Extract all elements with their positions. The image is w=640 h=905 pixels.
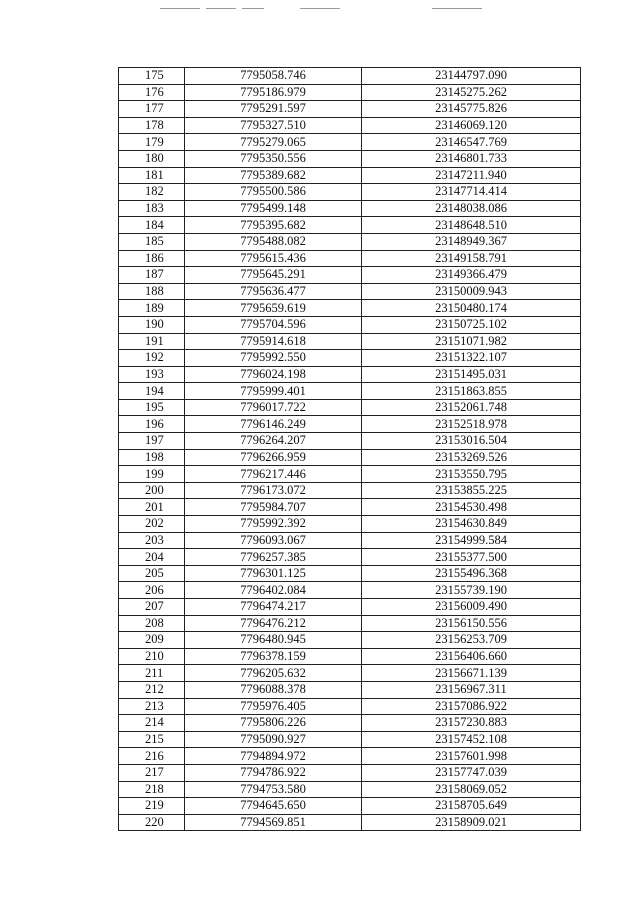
point-number-cell: 200	[119, 482, 185, 499]
y-coordinate-cell: 23156150.556	[362, 615, 581, 632]
y-coordinate-cell: 23153550.795	[362, 466, 581, 483]
table-row	[119, 648, 581, 665]
y-coordinate-cell: 23156253.709	[362, 632, 581, 649]
x-coordinate-cell: 7795704.596	[185, 316, 362, 333]
y-coordinate-cell: 23157747.039	[362, 764, 581, 781]
table-row	[119, 532, 581, 549]
y-coordinate-cell: 23150009.943	[362, 283, 581, 300]
table-row	[119, 300, 581, 317]
point-number-cell: 220	[119, 814, 185, 831]
y-coordinate-cell: 23152518.978	[362, 416, 581, 433]
table-row	[119, 466, 581, 483]
y-coordinate-cell: 23157230.883	[362, 715, 581, 732]
table-row	[119, 499, 581, 516]
x-coordinate-cell: 7796480.945	[185, 632, 362, 649]
table-row	[119, 582, 581, 599]
y-coordinate-cell: 23154630.849	[362, 516, 581, 533]
table-row	[119, 715, 581, 732]
table-row	[119, 333, 581, 350]
y-coordinate-cell: 23153016.504	[362, 433, 581, 450]
table-row	[119, 781, 581, 798]
table-row	[119, 764, 581, 781]
y-coordinate-cell: 23145275.262	[362, 84, 581, 101]
x-coordinate-cell: 7796378.159	[185, 648, 362, 665]
point-number-cell: 181	[119, 167, 185, 184]
table-row	[119, 316, 581, 333]
table-row	[119, 117, 581, 134]
point-number-cell: 191	[119, 333, 185, 350]
x-coordinate-cell: 7796093.067	[185, 532, 362, 549]
y-coordinate-cell: 23158069.052	[362, 781, 581, 798]
point-number-cell: 186	[119, 250, 185, 267]
y-coordinate-cell: 23148038.086	[362, 200, 581, 217]
table-row	[119, 350, 581, 367]
point-number-cell: 215	[119, 731, 185, 748]
point-number-cell: 219	[119, 798, 185, 815]
table-row	[119, 731, 581, 748]
y-coordinate-cell: 23154530.498	[362, 499, 581, 516]
point-number-cell: 195	[119, 399, 185, 416]
x-coordinate-cell: 7796017.722	[185, 399, 362, 416]
table-row	[119, 798, 581, 815]
x-coordinate-cell: 7795999.401	[185, 383, 362, 400]
x-coordinate-cell: 7796474.217	[185, 599, 362, 616]
y-coordinate-cell: 23148949.367	[362, 233, 581, 250]
y-coordinate-cell: 23155377.500	[362, 549, 581, 566]
y-coordinate-cell: 23153269.526	[362, 449, 581, 466]
x-coordinate-cell: 7794894.972	[185, 748, 362, 765]
x-coordinate-cell: 7796264.207	[185, 433, 362, 450]
y-coordinate-cell: 23149366.479	[362, 267, 581, 284]
y-coordinate-cell: 23151071.982	[362, 333, 581, 350]
point-number-cell: 176	[119, 84, 185, 101]
y-coordinate-cell: 23151322.107	[362, 350, 581, 367]
y-coordinate-cell: 23157086.922	[362, 698, 581, 715]
faded-header-marks	[160, 7, 490, 11]
table-row	[119, 449, 581, 466]
point-number-cell: 208	[119, 615, 185, 632]
table-row	[119, 233, 581, 250]
table-row	[119, 599, 581, 616]
table-row	[119, 68, 581, 85]
y-coordinate-cell: 23146547.769	[362, 134, 581, 151]
y-coordinate-cell: 23157452.108	[362, 731, 581, 748]
table-row	[119, 615, 581, 632]
y-coordinate-cell: 23149158.791	[362, 250, 581, 267]
y-coordinate-cell: 23144797.090	[362, 68, 581, 85]
table-row	[119, 283, 581, 300]
x-coordinate-cell: 7796402.084	[185, 582, 362, 599]
point-number-cell: 209	[119, 632, 185, 649]
x-coordinate-cell: 7795058.746	[185, 68, 362, 85]
point-number-cell: 192	[119, 350, 185, 367]
x-coordinate-cell: 7795291.597	[185, 101, 362, 118]
point-number-cell: 210	[119, 648, 185, 665]
point-number-cell: 203	[119, 532, 185, 549]
y-coordinate-cell: 23150480.174	[362, 300, 581, 317]
x-coordinate-cell: 7795992.550	[185, 350, 362, 367]
table-row	[119, 681, 581, 698]
y-coordinate-cell: 23146801.733	[362, 150, 581, 167]
point-number-cell: 196	[119, 416, 185, 433]
x-coordinate-cell: 7794569.851	[185, 814, 362, 831]
x-coordinate-cell: 7795350.556	[185, 150, 362, 167]
x-coordinate-cell: 7794753.580	[185, 781, 362, 798]
y-coordinate-cell: 23156967.311	[362, 681, 581, 698]
table-row	[119, 200, 581, 217]
table-row	[119, 748, 581, 765]
point-number-cell: 185	[119, 233, 185, 250]
point-number-cell: 197	[119, 433, 185, 450]
x-coordinate-cell: 7795806.226	[185, 715, 362, 732]
y-coordinate-cell: 23151495.031	[362, 366, 581, 383]
x-coordinate-cell: 7795914.618	[185, 333, 362, 350]
table-row	[119, 101, 581, 118]
table-row	[119, 565, 581, 582]
y-coordinate-cell: 23148648.510	[362, 217, 581, 234]
point-number-cell: 188	[119, 283, 185, 300]
point-number-cell: 194	[119, 383, 185, 400]
point-number-cell: 212	[119, 681, 185, 698]
x-coordinate-cell: 7795186.979	[185, 84, 362, 101]
x-coordinate-cell: 7795976.405	[185, 698, 362, 715]
table-row	[119, 814, 581, 831]
y-coordinate-cell: 23158705.649	[362, 798, 581, 815]
point-number-cell: 217	[119, 764, 185, 781]
x-coordinate-cell: 7796217.446	[185, 466, 362, 483]
y-coordinate-cell: 23147211.940	[362, 167, 581, 184]
table-row	[119, 665, 581, 682]
x-coordinate-cell: 7796476.212	[185, 615, 362, 632]
y-coordinate-cell: 23151863.855	[362, 383, 581, 400]
y-coordinate-cell: 23154999.584	[362, 532, 581, 549]
x-coordinate-cell: 7794645.650	[185, 798, 362, 815]
x-coordinate-cell: 7796301.125	[185, 565, 362, 582]
x-coordinate-cell: 7794786.922	[185, 764, 362, 781]
y-coordinate-cell: 23156406.660	[362, 648, 581, 665]
point-number-cell: 190	[119, 316, 185, 333]
y-coordinate-cell: 23152061.748	[362, 399, 581, 416]
point-number-cell: 202	[119, 516, 185, 533]
y-coordinate-cell: 23158909.021	[362, 814, 581, 831]
point-number-cell: 205	[119, 565, 185, 582]
x-coordinate-cell: 7796088.378	[185, 681, 362, 698]
point-number-cell: 214	[119, 715, 185, 732]
table-row	[119, 134, 581, 151]
table-row	[119, 167, 581, 184]
y-coordinate-cell: 23156671.139	[362, 665, 581, 682]
y-coordinate-cell: 23155739.190	[362, 582, 581, 599]
point-number-cell: 184	[119, 217, 185, 234]
x-coordinate-cell: 7795659.619	[185, 300, 362, 317]
point-number-cell: 189	[119, 300, 185, 317]
x-coordinate-cell: 7795395.682	[185, 217, 362, 234]
table-row	[119, 84, 581, 101]
y-coordinate-cell: 23157601.998	[362, 748, 581, 765]
y-coordinate-cell: 23155496.368	[362, 565, 581, 582]
y-coordinate-cell: 23153855.225	[362, 482, 581, 499]
coordinates-table	[118, 67, 581, 831]
point-number-cell: 180	[119, 150, 185, 167]
x-coordinate-cell: 7795636.477	[185, 283, 362, 300]
x-coordinate-cell: 7795615.436	[185, 250, 362, 267]
table-row	[119, 383, 581, 400]
y-coordinate-cell: 23145775.826	[362, 101, 581, 118]
point-number-cell: 218	[119, 781, 185, 798]
point-number-cell: 213	[119, 698, 185, 715]
x-coordinate-cell: 7795992.392	[185, 516, 362, 533]
point-number-cell: 201	[119, 499, 185, 516]
point-number-cell: 182	[119, 184, 185, 201]
table-row	[119, 516, 581, 533]
x-coordinate-cell: 7795279.065	[185, 134, 362, 151]
table-row	[119, 217, 581, 234]
table-row	[119, 267, 581, 284]
table-row	[119, 433, 581, 450]
x-coordinate-cell: 7795984.707	[185, 499, 362, 516]
x-coordinate-cell: 7796266.959	[185, 449, 362, 466]
y-coordinate-cell: 23146069.120	[362, 117, 581, 134]
point-number-cell: 183	[119, 200, 185, 217]
point-number-cell: 179	[119, 134, 185, 151]
coordinates-table-body	[119, 68, 581, 831]
x-coordinate-cell: 7796205.632	[185, 665, 362, 682]
point-number-cell: 193	[119, 366, 185, 383]
point-number-cell: 178	[119, 117, 185, 134]
point-number-cell: 211	[119, 665, 185, 682]
y-coordinate-cell: 23156009.490	[362, 599, 581, 616]
table-row	[119, 632, 581, 649]
x-coordinate-cell: 7795090.927	[185, 731, 362, 748]
table-row	[119, 698, 581, 715]
table-row	[119, 399, 581, 416]
point-number-cell: 206	[119, 582, 185, 599]
table-row	[119, 416, 581, 433]
x-coordinate-cell: 7795645.291	[185, 267, 362, 284]
x-coordinate-cell: 7796257.385	[185, 549, 362, 566]
point-number-cell: 187	[119, 267, 185, 284]
x-coordinate-cell: 7796146.249	[185, 416, 362, 433]
point-number-cell: 198	[119, 449, 185, 466]
x-coordinate-cell: 7795499.148	[185, 200, 362, 217]
table-row	[119, 250, 581, 267]
table-row	[119, 549, 581, 566]
x-coordinate-cell: 7795327.510	[185, 117, 362, 134]
x-coordinate-cell: 7795500.586	[185, 184, 362, 201]
table-row	[119, 184, 581, 201]
x-coordinate-cell: 7796024.198	[185, 366, 362, 383]
table-row	[119, 482, 581, 499]
x-coordinate-cell: 7795389.682	[185, 167, 362, 184]
point-number-cell: 199	[119, 466, 185, 483]
point-number-cell: 177	[119, 101, 185, 118]
y-coordinate-cell: 23147714.414	[362, 184, 581, 201]
x-coordinate-cell: 7795488.082	[185, 233, 362, 250]
x-coordinate-cell: 7796173.072	[185, 482, 362, 499]
y-coordinate-cell: 23150725.102	[362, 316, 581, 333]
point-number-cell: 207	[119, 599, 185, 616]
point-number-cell: 175	[119, 68, 185, 85]
point-number-cell: 204	[119, 549, 185, 566]
table-row	[119, 366, 581, 383]
table-row	[119, 150, 581, 167]
point-number-cell: 216	[119, 748, 185, 765]
